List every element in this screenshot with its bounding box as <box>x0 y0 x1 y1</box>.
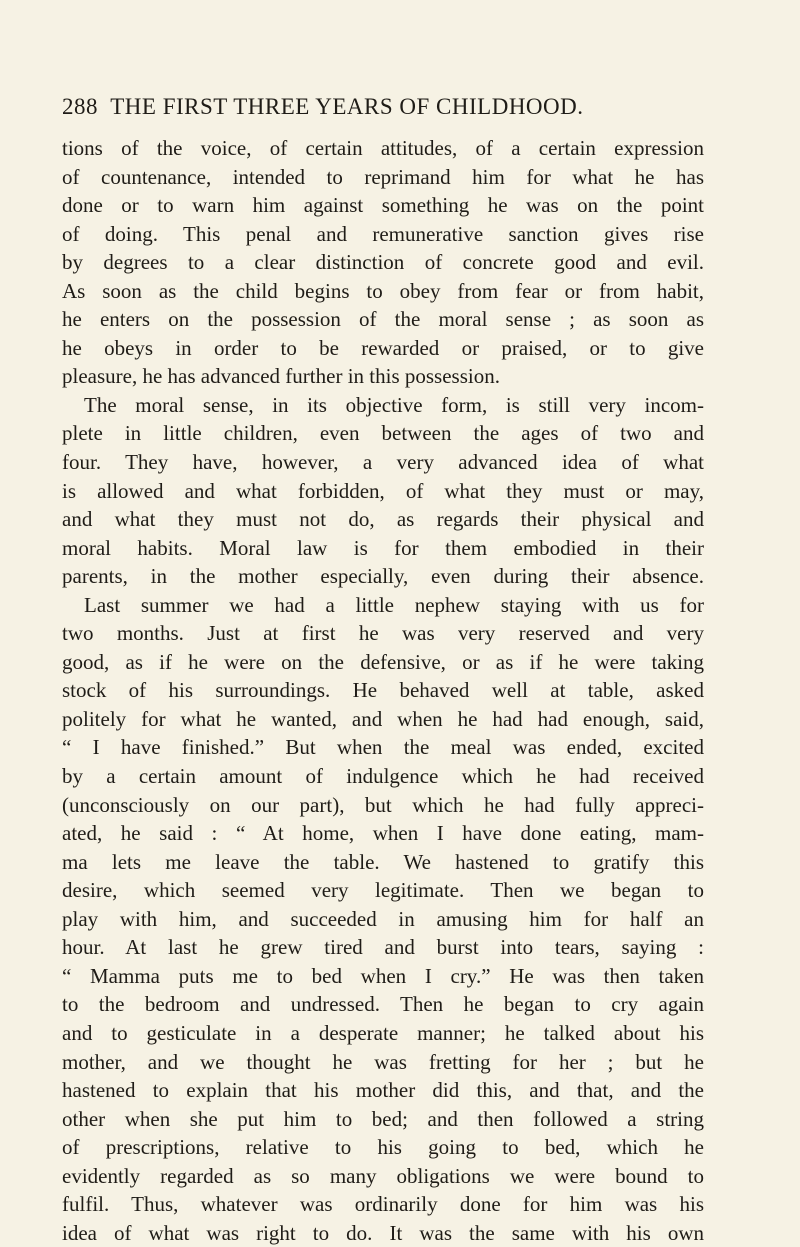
text-line: other when she put him to bed; and then followed a string <box>62 1106 704 1131</box>
text-line: stock of his surroundings. He behaved well at table, asked <box>62 678 704 703</box>
text-line: tions of the voice, of certain attitudes, of a certain expression <box>62 136 704 160</box>
text-line: moral habits. Moral law is for them embodied in their <box>62 535 704 560</box>
text-line: hastened to explain that his mother did this, and that, and the <box>62 1078 704 1103</box>
text-line: good, as if he were on the defensive, or as if he were taking <box>62 649 704 674</box>
text-line: fulfil. Thus, whatever was ordinarily done for him was his <box>62 1192 704 1217</box>
text-line: idea of what was right to do. It was the same with his own <box>62 1220 704 1245</box>
text-line: hour. At last he grew tired and burst into tears, saying : <box>62 935 704 960</box>
text-line: two months. Just at first he was very reserved and very <box>62 621 704 646</box>
text-line: ma lets me leave the table. We hastened to gratify this <box>62 849 704 874</box>
text-line: and to gesticulate in a desperate manner; he talked about his <box>62 1020 704 1045</box>
text-line: and what they must not do, as regards their physical and <box>62 507 704 532</box>
running-title: THE FIRST THREE YEARS OF CHILDHOOD. <box>110 94 584 119</box>
text-line: mother, and we thought he was fretting for her ; but he <box>62 1049 704 1074</box>
text-line: pleasure, he has advanced further in this possession. <box>62 364 500 389</box>
text-line: to the bedroom and undressed. Then he began to cry again <box>62 992 704 1017</box>
page-number: 288 <box>62 94 98 119</box>
text-line: four. They have, however, a very advanced idea of what <box>62 450 704 475</box>
text-line: of doing. This penal and remunerative sanction gives rise <box>62 221 704 246</box>
text-line: “ I have finished.” But when the meal was ended, excited <box>62 735 704 760</box>
text-line: “ Mamma puts me to bed when I cry.” He was then taken <box>62 963 704 988</box>
text-line: As soon as the child begins to obey from fear or from habit, <box>62 278 704 303</box>
text-line: evidently regarded as so many obligations we were bound to <box>62 1163 704 1188</box>
text-line: (unconsciously on our part), but which he had fully appreci- <box>62 792 704 817</box>
text-line: he obeys in order to be rewarded or praised, or to give <box>62 335 704 360</box>
text-line: play with him, and succeeded in amusing him for half an <box>62 906 704 931</box>
text-line: he enters on the possession of the moral sense ; as soon as <box>62 307 704 332</box>
text-line: desire, which seemed very legitimate. Then we began to <box>62 878 704 903</box>
text-line: politely for what he wanted, and when he had had enough, said, <box>62 706 704 731</box>
text-line: Last summer we had a little nephew staying with us for <box>84 592 704 617</box>
text-line: by degrees to a clear distinction of concrete good and evil. <box>62 250 704 275</box>
running-header <box>62 92 702 122</box>
text-line: of countenance, intended to reprimand him for what he has <box>62 164 704 189</box>
text-line: plete in little children, even between the ages of two and <box>62 421 704 446</box>
text-line: is allowed and what forbidden, of what they must or may, <box>62 478 704 503</box>
text-line: done or to warn him against something he was on the point <box>62 193 704 218</box>
text-line: The moral sense, in its objective form, is still very incom- <box>84 392 704 417</box>
text-line: ated, he said : “ At home, when I have done eating, mam- <box>62 821 704 846</box>
text-line: by a certain amount of indulgence which he had received <box>62 764 704 789</box>
text-line: of prescriptions, relative to his going to bed, which he <box>62 1135 704 1160</box>
text-line: parents, in the mother especially, even during their absence. <box>62 564 704 589</box>
body-text <box>62 134 704 1247</box>
